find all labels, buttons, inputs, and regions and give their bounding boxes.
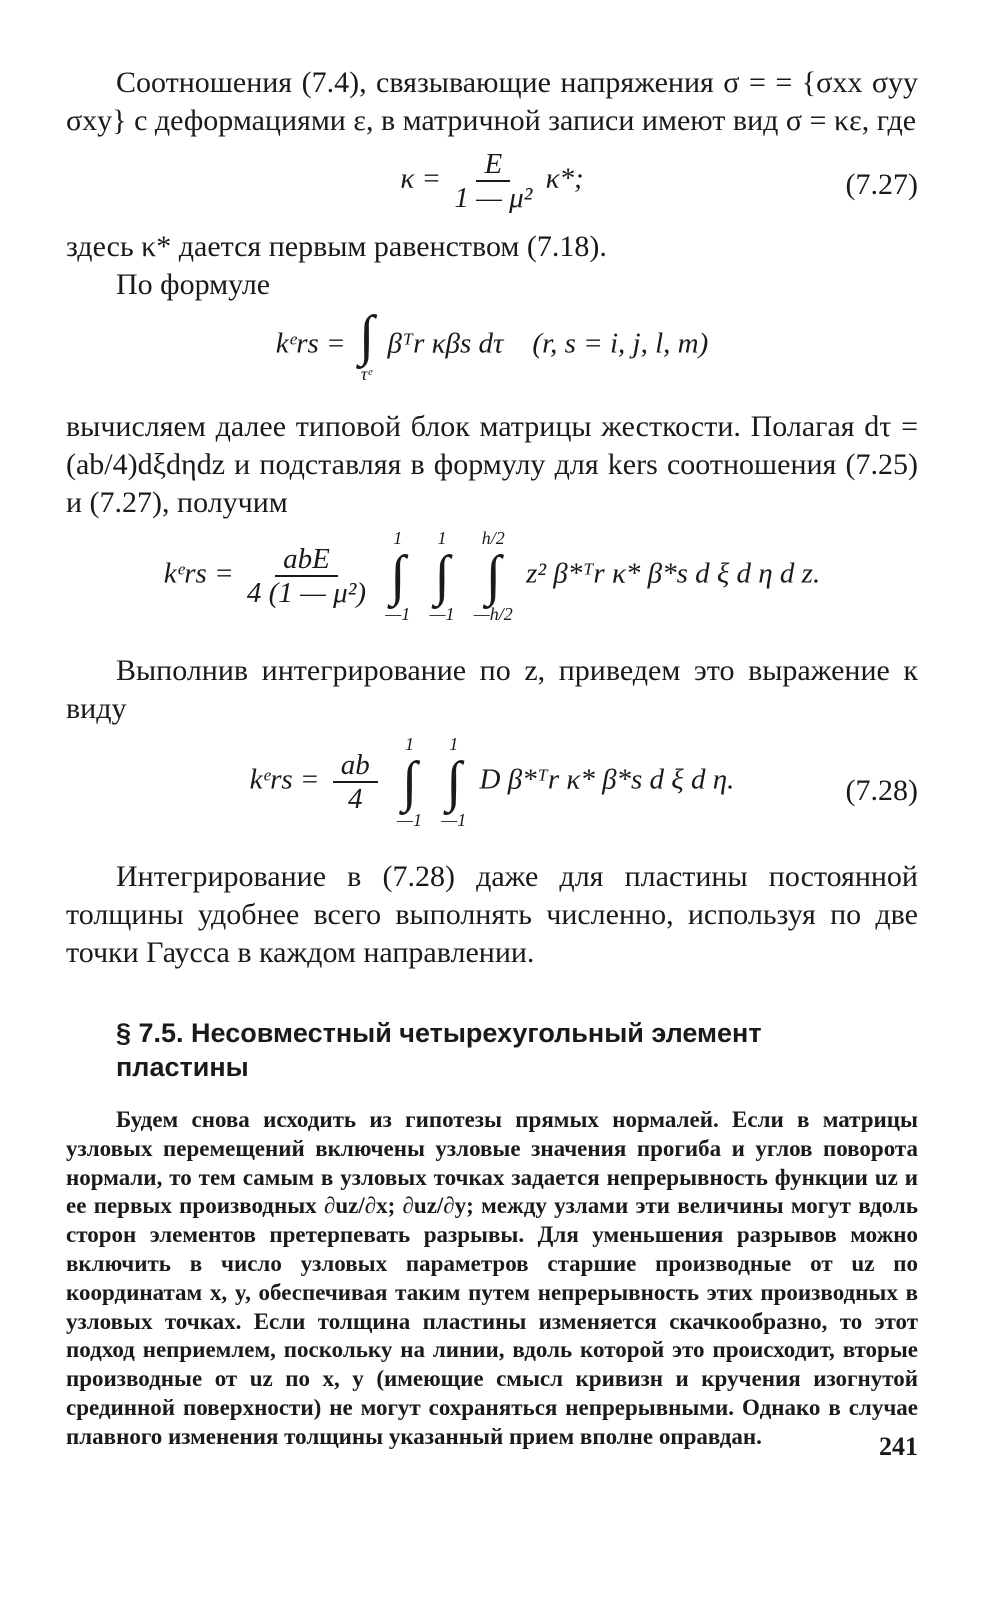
fraction-denominator: 4 [348,783,363,815]
eq-lhs: kᵉrs = [249,763,320,796]
paragraph-3: По формуле [116,268,271,301]
integral-upper-limit: 1 [437,528,447,548]
eq-body: βᵀr κβs dτ [387,327,504,360]
section-heading [66,1016,918,1084]
integral-sign: h/2 ∫ —h/2 [473,528,513,624]
equation-7-27 [66,140,918,228]
integral-sign: ∫ τᵉ [358,305,375,384]
eq-fraction [454,148,532,214]
section-title-line-1: § 7.5. Несовместный четырехугольный элемент [116,1018,762,1048]
integral-lower-limit: τᵉ [360,364,373,384]
integral-upper-limit: h/2 [481,528,505,548]
integral-upper-limit: 1 [405,734,414,754]
fraction-denominator: 4 (1 — μ²) [246,577,367,609]
integral-lower-limit: —1 [385,604,411,624]
equation-k-rs-triple [66,522,918,652]
page-content [66,64,918,1452]
integral-lower-limit: —1 [441,810,467,830]
eq-lhs: κ = [400,162,442,195]
integral-sign: 1 ∫ —1 [441,734,467,830]
eq-condition: (r, s = i, j, l, m) [532,327,709,360]
paragraph-6: Интегрирование в (7.28) даже для пластины постоянной толщины удобнее всего выполнять численно, используя по две точки Гаусса в каждом направлении. [66,860,918,969]
equation-number: (7.27) [845,168,918,201]
equation-number: (7.28) [845,774,918,807]
integral-upper-limit: 1 [449,734,459,754]
paragraph-5: Выполнив интегрирование по z, приведем это выражение к виду [66,654,918,725]
eq-lhs: kᵉrs = [163,557,234,590]
fraction-numerator: ab [333,749,378,783]
fraction-numerator: abE [275,543,338,577]
integral-sign: 1 ∫ —1 [385,528,411,624]
integral-lower-limit: —1 [429,604,455,624]
paragraph-2: здесь κ* дается первым равенством (7.18). [66,230,607,263]
page-number: 241 [879,1432,918,1461]
eq-body: z² β*ᵀr κ* β*s d ξ d η d z. [526,557,821,590]
fraction-numerator: E [476,148,510,182]
integral-upper-limit: 1 [393,528,403,548]
eq-fraction [247,543,366,609]
integral-lower-limit: —h/2 [473,604,513,624]
equation-7-28 [66,728,918,858]
integral-sign: 1 ∫ —1 [397,734,423,830]
fraction-denominator: 1 — μ² [454,182,533,214]
paragraph-1: Соотношения (7.4), связывающие напряжения σ = = {σxx σyy σxy} с деформациями ε, в матричной записи имеют вид σ = κε, где [66,66,918,137]
equation-k-rs [66,304,918,408]
integral-sign: 1 ∫ —1 [429,528,455,624]
eq-lhs: kᵉrs = [275,327,346,360]
small-paragraph: Будем снова исходить из гипотезы прямых нормалей. Если в матрицы узловых перемещений включены узловые значения прогиба и углов поворота нормали, то тем самым в узловых точках задается непрерывность функции uz и ее первых производных ∂uz/∂x; ∂uz/∂y; между узлами эти величины могут вдоль сторон элементов претерпевать разрывы. Для уменьшения разрывов можно включить в число узловых параметров старшие производные от uz по координатам x, y, обеспечивая таким путем непрерывность этих производных в узловых точках. Если толщина пластины изменяется скачкообразно, то этот подход неприемлем, поскольку на линии, вдоль которой это происходит, вторые производные от uz по x, y (имеющие смысл кривизн и кручения изогнутой срединной поверхности) не могут сохраняться непрерывными. Однако в случае плавного изменения толщины указанный прием вполне оправдан. [66,1107,918,1449]
section-title-line-2: пластины [116,1052,249,1082]
eq-body: D β*ᵀr κ* β*s d ξ d η. [479,763,735,796]
paragraph-4: вычисляем далее типовой блок матрицы жесткости. Полагая dτ = (ab/4)dξdηdz и подставляя в формулу для kers соотношения (7.25) и (7.27), получим [66,410,918,519]
eq-fraction [333,749,378,815]
integral-lower-limit: —1 [397,810,423,830]
eq-rhs: κ*; [545,162,584,195]
